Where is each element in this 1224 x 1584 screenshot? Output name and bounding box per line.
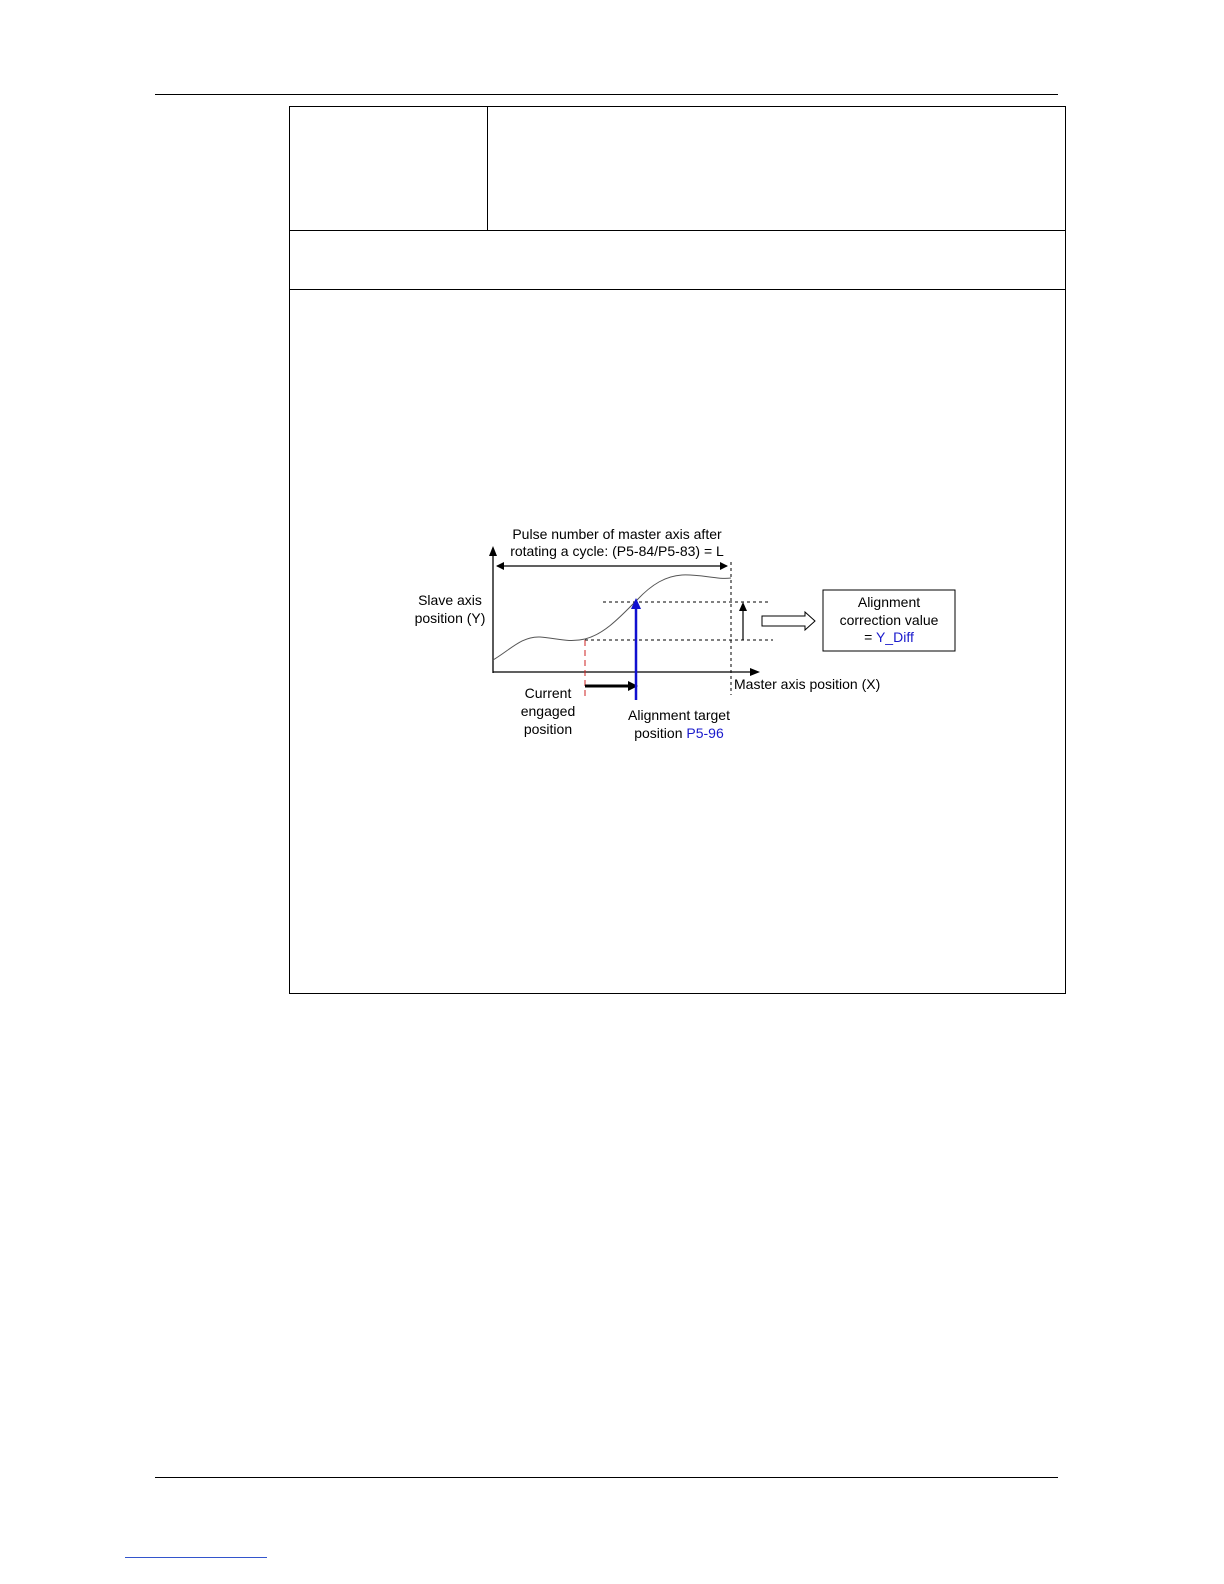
current-position-label-line1: Current	[524, 685, 572, 701]
footer-link-underline[interactable]	[125, 1557, 267, 1558]
y-diff-arrowhead	[739, 602, 747, 611]
current-position-label-line2: engaged	[520, 703, 576, 719]
x-axis-arrowhead	[750, 668, 760, 676]
y-axis-arrowhead	[489, 546, 497, 556]
y-axis-label-line2: position (Y)	[414, 610, 486, 626]
target-position-label-line2	[634, 725, 724, 741]
target-param: P5-96	[686, 725, 724, 741]
cycle-label-line2: rotating a cycle: (P5-84/P5-83) = L	[510, 543, 724, 559]
hollow-arrow	[762, 612, 815, 630]
x-axis-label: Master axis position (X)	[734, 676, 881, 692]
current-position-label-line3: position	[523, 721, 573, 737]
cycle-label-line1: Pulse number of master axis after	[512, 526, 722, 542]
correction-label-line2: correction value	[839, 612, 939, 628]
alignment-target-arrowhead	[631, 598, 641, 609]
correction-label-line3	[864, 629, 914, 645]
correction-prefix: =	[864, 629, 876, 645]
correction-label-line1: Alignment	[857, 594, 921, 610]
y-diff-variable: Y_Diff	[875, 629, 914, 645]
y-axis-label-line1: Slave axis	[418, 592, 482, 608]
cam-curve	[493, 575, 731, 660]
target-position-prefix: position	[634, 725, 687, 741]
target-position-label-line1: Alignment target	[628, 707, 730, 723]
footer-rule	[155, 1477, 1058, 1478]
